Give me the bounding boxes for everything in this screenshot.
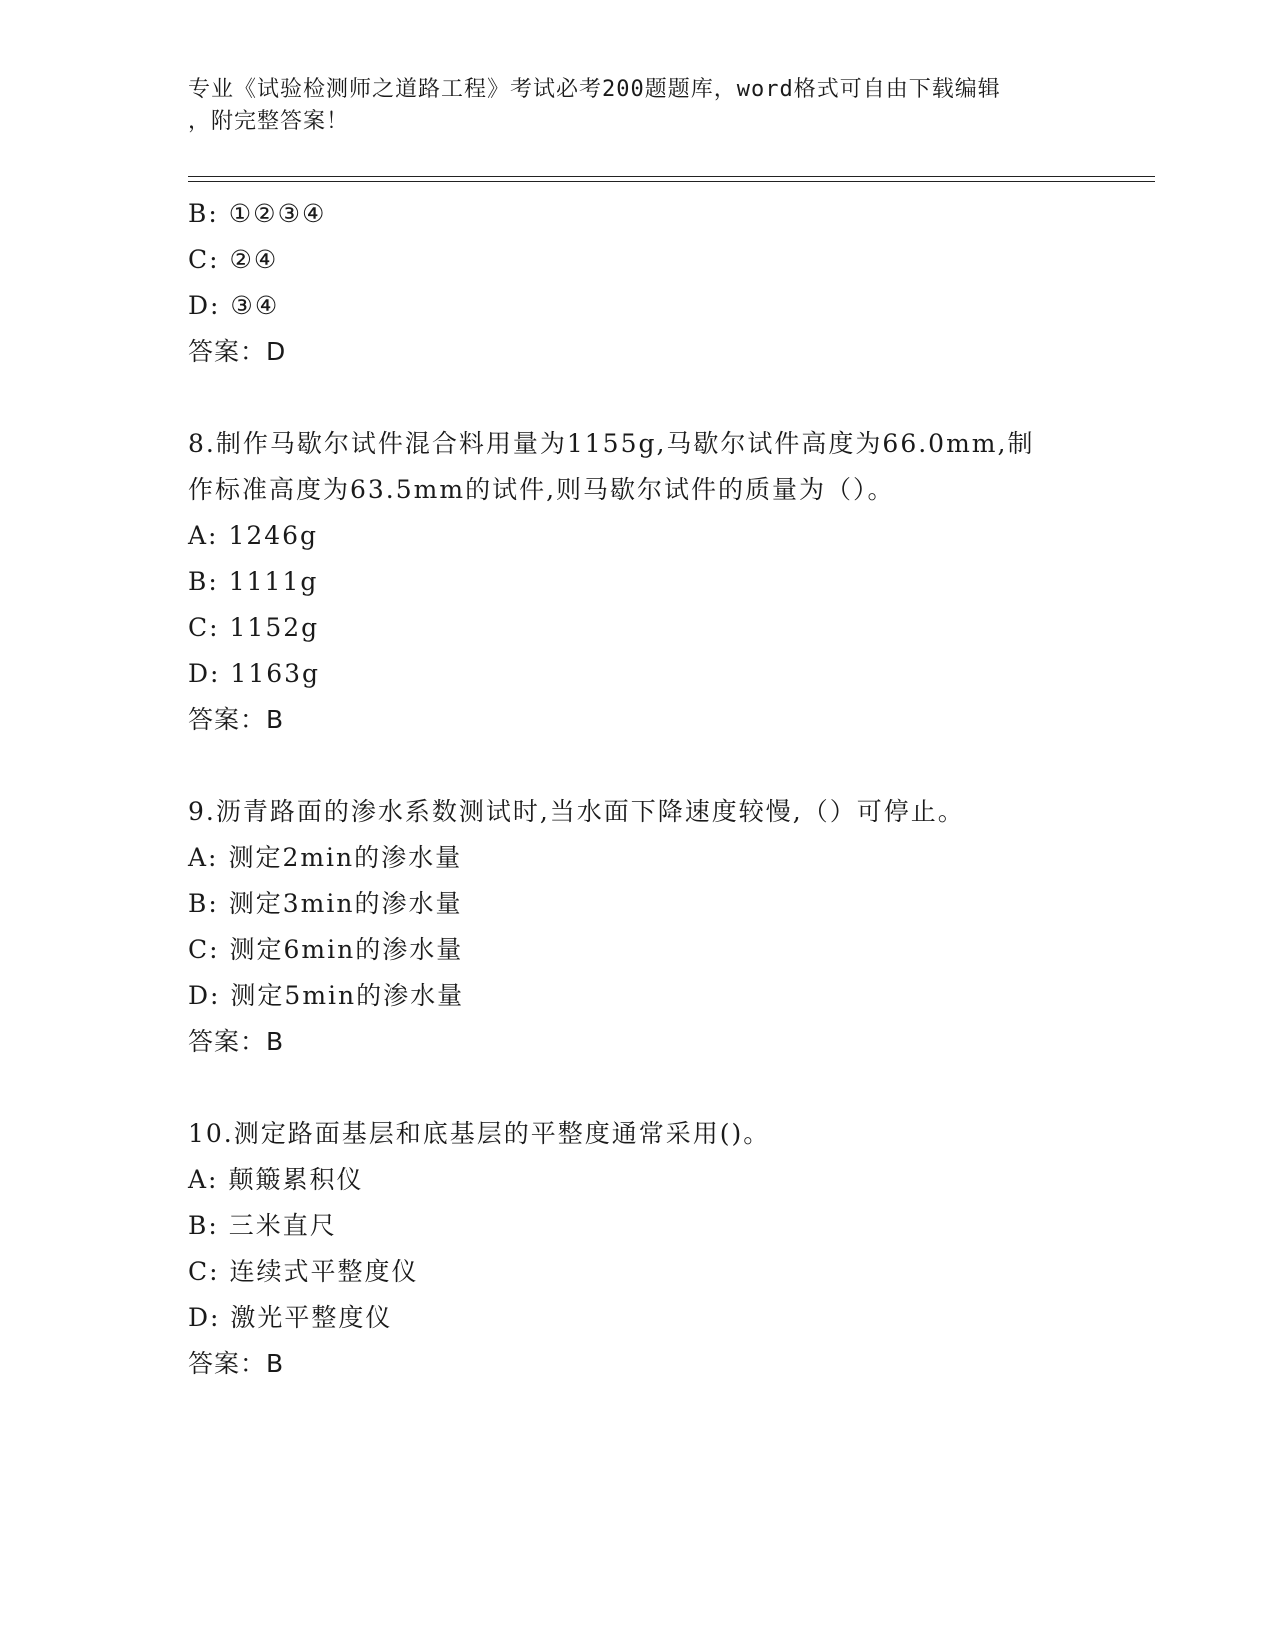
option-b bbox=[188, 1203, 1088, 1249]
question-list bbox=[188, 191, 1088, 1387]
option-label: B: bbox=[188, 1211, 219, 1240]
document-header bbox=[188, 74, 1088, 138]
header-rule-top bbox=[188, 176, 1155, 177]
option-label: B: bbox=[188, 567, 219, 596]
header-rule-bottom bbox=[188, 181, 1155, 182]
spacer bbox=[188, 743, 1088, 789]
option-label: D: bbox=[188, 981, 221, 1010]
question-title-line: 作标准高度为63.5mm的试件,则马歇尔试件的质量为（）。 bbox=[188, 475, 895, 504]
question-10-block bbox=[188, 1111, 1088, 1387]
option-a bbox=[188, 1157, 1088, 1203]
option-text: 测定6min的渗水量 bbox=[229, 935, 464, 964]
option-a bbox=[188, 513, 1088, 559]
option-text: ②④ bbox=[229, 245, 279, 274]
option-b bbox=[188, 191, 1088, 237]
question-title-line: 10.测定路面基层和底基层的平整度通常采用()。 bbox=[188, 1119, 771, 1148]
option-b bbox=[188, 881, 1088, 927]
option-d bbox=[188, 973, 1088, 1019]
option-c bbox=[188, 237, 1088, 283]
option-d bbox=[188, 283, 1088, 329]
option-d bbox=[188, 651, 1088, 697]
answer-line: 答案：B bbox=[188, 1027, 285, 1056]
option-label: C: bbox=[188, 245, 220, 274]
prev-question-block bbox=[188, 191, 1088, 375]
option-text: ③④ bbox=[230, 291, 280, 320]
option-text: 1246g bbox=[228, 521, 319, 550]
spacer bbox=[188, 1065, 1088, 1111]
answer-line: 答案：B bbox=[188, 705, 285, 734]
question-8-block bbox=[188, 421, 1088, 743]
option-text: 1152g bbox=[229, 613, 320, 642]
option-label: C: bbox=[188, 935, 220, 964]
option-label: C: bbox=[188, 1257, 220, 1286]
option-text: 颠簸累积仪 bbox=[228, 1165, 364, 1194]
option-text: 三米直尺 bbox=[228, 1211, 337, 1240]
option-text: 激光平整度仪 bbox=[230, 1303, 393, 1332]
spacer bbox=[188, 375, 1088, 421]
option-text: ①②③④ bbox=[228, 199, 327, 228]
option-c bbox=[188, 605, 1088, 651]
question-title-line: 8.制作马歇尔试件混合料用量为1155g,马歇尔试件高度为66.0mm,制 bbox=[188, 429, 1035, 458]
answer-line: 答案：B bbox=[188, 1349, 285, 1378]
option-b bbox=[188, 559, 1088, 605]
option-text: 测定3min的渗水量 bbox=[228, 889, 463, 918]
option-a bbox=[188, 835, 1088, 881]
option-text: 1163g bbox=[230, 659, 321, 688]
option-label: C: bbox=[188, 613, 220, 642]
question-9-block bbox=[188, 789, 1088, 1065]
option-c bbox=[188, 1249, 1088, 1295]
option-text: 测定2min的渗水量 bbox=[228, 843, 463, 872]
answer-line: 答案：D bbox=[188, 337, 287, 366]
option-label: B: bbox=[188, 889, 219, 918]
option-text: 1111g bbox=[228, 567, 319, 596]
option-label: D: bbox=[188, 659, 221, 688]
question-title-line: 9.沥青路面的渗水系数测试时,当水面下降速度较慢,（）可停止。 bbox=[188, 797, 965, 826]
header-line-1: 专业《试验检测师之道路工程》考试必考200题题库，word格式可自由下载编辑 bbox=[188, 77, 1001, 102]
option-text: 连续式平整度仪 bbox=[229, 1257, 419, 1286]
option-label: B: bbox=[188, 199, 219, 228]
option-label: D: bbox=[188, 291, 221, 320]
option-c bbox=[188, 927, 1088, 973]
option-label: A: bbox=[188, 1165, 219, 1194]
option-d bbox=[188, 1295, 1088, 1341]
option-label: A: bbox=[188, 521, 219, 550]
option-label: D: bbox=[188, 1303, 221, 1332]
option-text: 测定5min的渗水量 bbox=[230, 981, 465, 1010]
header-line-2: ，附完整答案！ bbox=[188, 109, 350, 134]
option-label: A: bbox=[188, 843, 219, 872]
